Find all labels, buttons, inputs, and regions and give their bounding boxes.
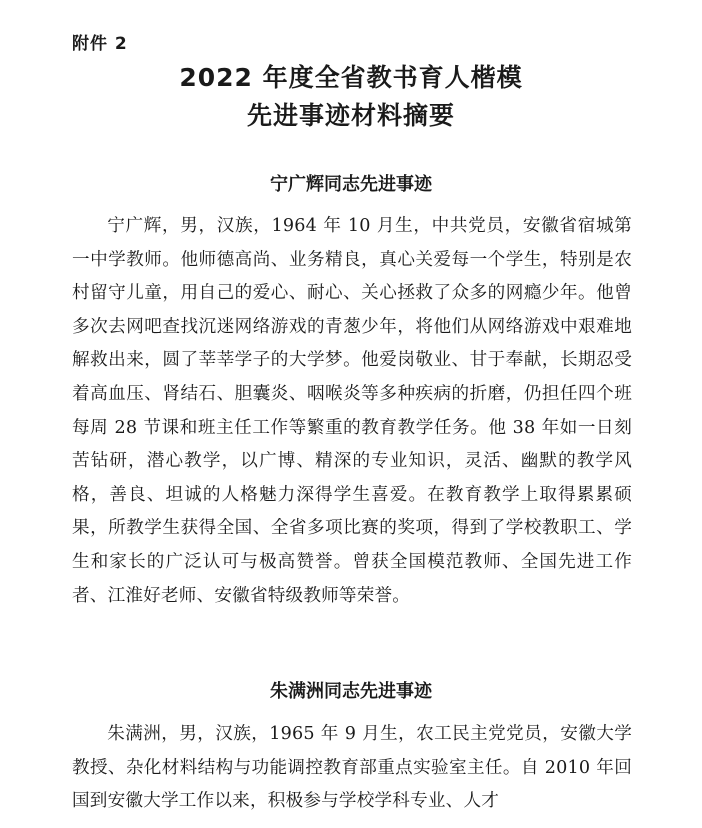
section-paragraph-ning: 宁广辉，男，汉族，1964 年 10 月生，中共党员，安徽省宿城第一中学教师。他师德高尚、业务精良，真心关爱每一个学生，特别是农村留守儿童，用自己的爱心、耐心、关心拯救了众多的网瘾少年。他曾多次去网吧查找沉迷网络游戏的青葱少年，将他们从网络游戏中艰难地解救出来，圆了莘莘学子的大学梦。他爱岗敬业、甘于奉献，长期忍受着高血压、肾结石、胆囊炎、咽喉炎等多种疾病的折磨，仍担任四个班每周 28 节课和班主任工作等繁重的教育教学任务。他 38 年如一日刻苦钻研，潜心教学，以广博、精深的专业知识，灵活、幽默的教学风格，善良、坦诚的人格魅力深得学生喜爱。在教育教学上取得累累硕果，所教学生获得全国、全省多项比赛的奖项，得到了学校教职工、学生和家长的广泛认可与极高赞誉。曾获全国模范教师、全国先进工作者、江淮好老师、安徽省特级教师等荣誉。: [72, 216, 632, 606]
document-title-line2: 先进事迹材料摘要: [246, 101, 455, 130]
section-heading-zhu: 朱满洲同志先进事迹: [270, 681, 432, 702]
section-heading-ning: 宁广辉同志先进事迹: [270, 174, 432, 195]
document-title-line1: 2022 年度全省教书育人楷模: [179, 63, 523, 92]
section-paragraph-zhu: 朱满洲，男，汉族，1965 年 9 月生，农工民主党党员，安徽大学教授、杂化材料结构与功能调控教育部重点实验室主任。自 2010 年回国到安徽大学工作以来，积极参与学校学科专业、人才: [72, 724, 632, 812]
attachment-label: 附件 2: [72, 34, 128, 54]
